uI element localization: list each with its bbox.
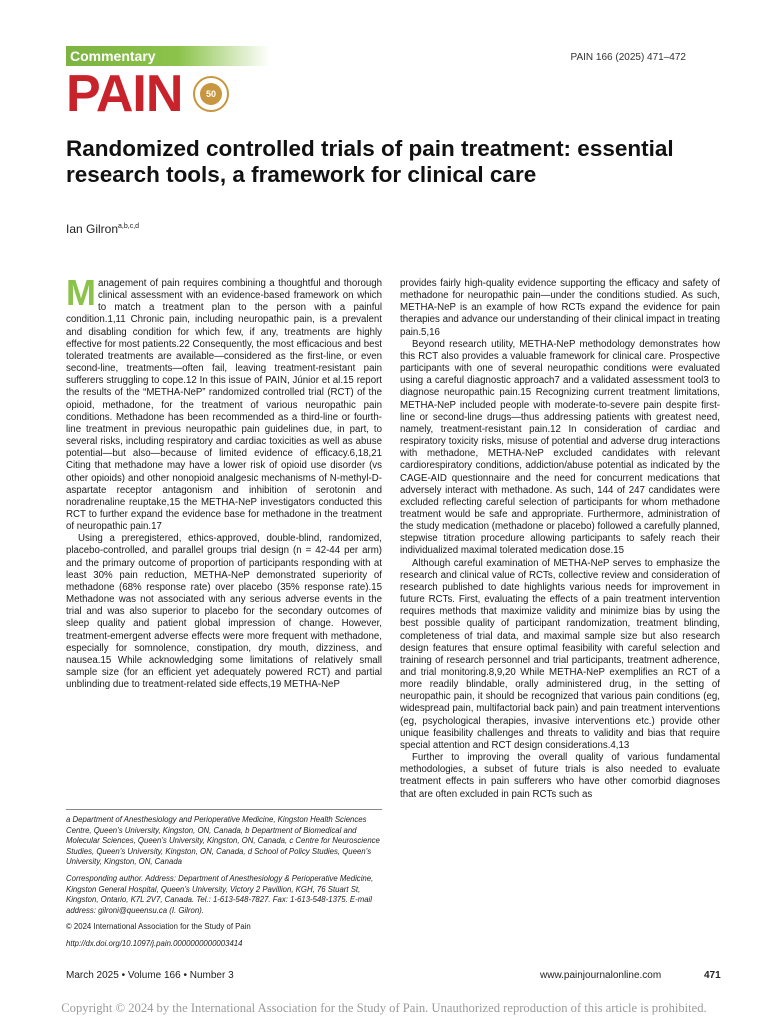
anniversary-seal-number: 50 [200,83,222,105]
journal-reference: PAIN 166 (2025) 471–472 [570,52,686,63]
affiliations: a Department of Anesthesiology and Perioperative Medicine, Kingston Health Sciences Centre, Queen’s University, Kingston, ON, Canada, b Department of Biomedical and Molecular Sciences, Queen’s University, Kingston, ON, Canada, c Centre for Neuroscience Studies, Queen’s University, Kingston, ON, Canada, d School of Policy Studies, Queen’s University, Kingston, ON, Canada [66,815,380,867]
author-line [66,222,139,236]
body-paragraph: Beyond research utility, METHA-NeP methodology demonstrates how this RCT also provides a valuable framework for clinical care. Prospective participants with one of several neuropathic conditions were evaluated using a careful diagnostic approach7 and a validated assessment tool3 to diagnose neuropathic pain.15 Recognizing current treatment limitations, METHA-NeP included people with moderate-to-severe pain despite first-line or second-line drugs—thus addressing patients with greatest need, namely, treatment-resistant pain.12 In consideration of cardiac and respiratory toxicity risks, misuse of potential and adverse drug interactions with methadone, METHA-NeP excluded candidates with relevant cardiorespiratory conditions, addiction/abuse potential as indicated by the CAGE-AID questionnaire and the need for concurrent medications that adversely interact with methadone. As such, 144 of 247 candidates were excluded reflecting careful selection of participants for whom methadone treatment would be safe and appropriate. Furthermore, administration of the study medication (methadone or placebo) followed a carefully planned, stepwise titration procedure allowing participants to safely reach their individualized maximal tolerated medication dose.15 [400,338,720,557]
body-paragraph [66,272,382,533]
footnote-divider [66,809,382,810]
article-copyright: © 2024 International Association for the Study of Pain [66,922,251,932]
section-label: Commentary [66,46,270,66]
anniversary-seal-icon [193,76,229,112]
issue-info: March 2025 • Volume 166 • Number 3 [66,970,234,981]
copyright-notice: Copyright © 2024 by the International Association for the Study of Pain. Unauthorized reproduction of this article is prohibited. [61,1001,707,1015]
page-number: 471 [704,970,721,981]
journal-logo: PAIN [66,65,183,123]
article-notes [66,815,382,956]
drop-cap: M [66,272,96,313]
journal-website-link[interactable]: www.painjournalonline.com [540,970,662,981]
doi-link[interactable]: http://dx.doi.org/10.1097/j.pain.0000000000003414 [66,938,243,948]
body-paragraph: provides fairly high-quality evidence supporting the efficacy and safety of methadone for neuropathic pain—under the conditions studied. As such, METHA-NeP is an example of how RCTs expand the evidence for pain therapies and advance our understanding of their clinical impact in treating pain.5,16 [400,278,720,338]
paragraph-text: anagement of pain requires combining a thoughtful and thorough clinical assessment with an evidence-based framework on which to match a treatment plan to the person with a painful condition.1,11 Chronic pain, including neuropathic pain, is a prevalent and disabling condition for which few, if any, treatments are highly effective for most patients.22 Consequently, the most efficacious and best tolerated treatments are available—considered as the first-line, or even second-line, treatments—often fail, leaving treatment-resistant pain sufferers struggling to cope.12 In this issue of PAIN, Júnior et al.15 report the results of the “METHA-NeP” randomized controlled trial (RCT) of the opioid, methadone, for the treatment of various neuropathic pain conditions. Methadone has been recommended as a third-line or fourth-line treatment in previous neuropathic pain guidelines due, in part, to several risks, including respiratory and cardiac toxicities as well as abuse potential—but also—because of limited evidence of efficacy.6,18,21 Citing that methadone may have a lower risk of opioid use disorder (vs other opioids) and other nonopioid analgesic mechanisms of N-methyl-D-aspartate receptor antagonism and inhibition of serotonin and noradrenaline reuptake,15 the METHA-NeP investigators conducted this RCT to further expand the evidence base for methadone in the treatment of neuropathic pain.17 [66,278,382,533]
article-title: Randomized controlled trials of pain treatment: essential research tools, a framework for clinical care [66,136,674,187]
author-name: Ian Gilron [66,222,119,236]
author-affiliation-marks: a,b,c,d [118,223,140,230]
body-column-left [66,272,382,691]
body-paragraph: Although careful examination of METHA-NeP serves to emphasize the research and clinical value of RCTs, collective review and consideration of research published to date highlights various needs for improvement in future RCTs. First, evaluating the effects of a pain treatment intervention requires methods that maximize validity and minimize bias by using the best possible quality of participant randomization, treatment blinding, completeness of trial data, and maximal sample size but also research design features that ensure optimal feasibility with careful selection and training of research personnel and trial participants, treatment adherence, and trial monitoring.8,9,20 While METHA-NeP exemplifies an RCT of a more readily blindable, orally administered drug, in the setting of neuropathic pain, it should be recognized that various pain conditions (eg, widespread pain, multifactorial back pain) and pain treatment interventions (eg, psychological therapies, invasive interventions etc.) provide other unique feasibility challenges and threats to validity and bias that require special attention and RCT design considerations.4,13 [400,557,720,751]
body-column-right [400,278,720,801]
body-paragraph: Further to improving the overall quality of various fundamental methodologies, a subset of future trials is also needed to evaluate treatment effects in pain sufferers who have other comorbid diagnoses that are often excluded in pain RCTs such as [400,752,720,800]
body-paragraph: Using a preregistered, ethics-approved, double-blind, randomized, placebo-controlled, and parallel groups trial design (n = 42-44 per arm) and the primary outcome of proportion of participants responding with at least 30% pain reduction, METHA-NeP demonstrated superiority of methadone (68% response rate) over placebo (35% response rate).15 Methadone was not associated with any serious adverse events in the trial and was also superior to placebo for the secondary outcomes of sleep quality and patient global impression of change. However, treatment-emergent adverse effects were more frequent with methadone, especially for somnolence, constipation, dry mouth, dizziness, and nausea.15 While acknowledging some limitations of relatively small sample size (for an efficient yet adequately powered RCT) and partial unblinding due to treatment-related side effects,19 METHA-NeP [66,533,382,691]
corresponding-author: Corresponding author. Address: Department of Anesthesiology & Perioperative Medicine, Kingston General Hospital, Queen’s University, Victory 2 Pavillion, KGH, 76 Stuart St, Kingston, Ontario, K7L 2V7, Canada. Tel.: 1-613-548-7827. Fax: 1-613-548-1375. E-mail address: gilroni@queensu.ca (I. Gilron). [66,873,374,915]
